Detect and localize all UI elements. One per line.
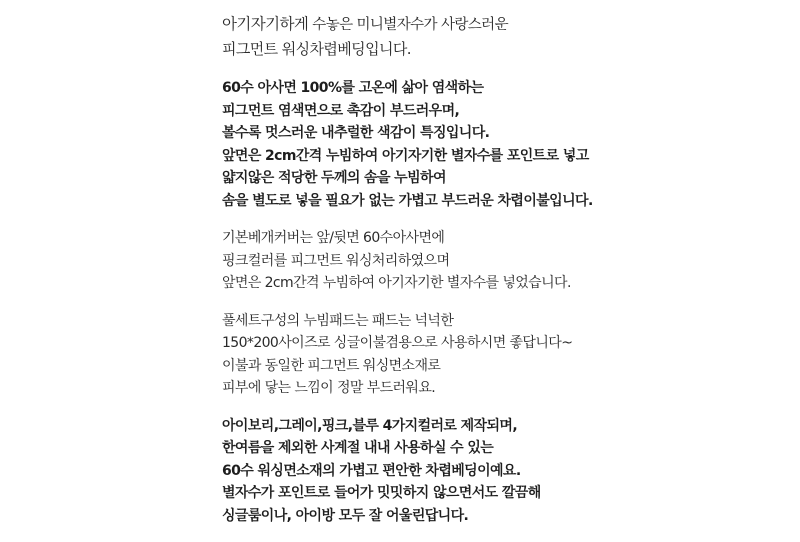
intro-line-2: 피그먼트 워싱차렵베딩입니다. bbox=[222, 40, 411, 58]
fabric-line: 솜을 별도로 넣을 필요가 없는 가볍고 부드러운 차렵이불입니다. bbox=[222, 192, 593, 209]
cover-line: 핑크컬러를 피그먼트 워싱처리하였으며 bbox=[222, 252, 450, 269]
full-set-paragraph bbox=[222, 310, 792, 400]
intro-lead-text: 아기자기하게 bbox=[222, 15, 309, 33]
cover-line: 기본베개커버는 앞/뒷면 60수아사면에 bbox=[222, 230, 445, 246]
fabric-line: 피그먼트 염색면으로 촉감이 부드러우며, bbox=[222, 102, 460, 119]
cover-line: 앞면은 2cm간격 누빔하여 아기자기한 별자수를 넣었습니다. bbox=[222, 275, 571, 291]
set-line: 150*200사이즈로 싱글이불겸용으로 사용하시면 좋답니다~ bbox=[222, 335, 573, 351]
colors-paragraph bbox=[222, 415, 792, 528]
set-line: 피부에 닿는 느낌이 정말 부드러워요. bbox=[222, 380, 436, 396]
fabric-line: 60수 아사면 100%를 고온에 삶아 염색하는 bbox=[222, 80, 484, 96]
set-line: 풀세트구성의 누빔패드는 패드는 넉넉한 bbox=[222, 312, 454, 329]
colors-line: 한여름을 제외한 사계절 내내 사용하실 수 있는 bbox=[222, 440, 494, 456]
colors-line: 별자수가 포인트로 들어가 밋밋하지 않으면서도 깔끔해 bbox=[222, 485, 541, 501]
fabric-paragraph bbox=[222, 77, 792, 212]
intro-rest-text: 수놓은 미니별자수가 사랑스러운 bbox=[308, 17, 508, 33]
colors-line: 싱글룸이나, 아이방 모두 잘 어울린답니다. bbox=[222, 507, 469, 524]
set-line: 이불과 동일한 피그먼트 워싱면소재로 bbox=[222, 357, 441, 374]
pillow-cover-paragraph bbox=[222, 227, 792, 295]
colors-line: 아이보리,그레이,핑크,블루 4가지컬러로 제작되며, bbox=[222, 417, 518, 434]
intro-line-1 bbox=[222, 12, 792, 37]
colors-line: 60수 워싱면소재의 가볍고 편안한 차렵베딩이예요. bbox=[222, 462, 521, 479]
fabric-line: 앞면은 2cm간격 누빔하여 아기자기한 별자수를 포인트로 넣고 bbox=[222, 147, 589, 164]
fabric-line: 얇지않은 적당한 두께의 솜을 누빔하여 bbox=[222, 170, 446, 186]
fabric-line: 볼수록 멋스러운 내추럴한 색감이 특징입니다. bbox=[222, 125, 490, 141]
product-description bbox=[222, 12, 792, 527]
intro-paragraph bbox=[222, 12, 792, 61]
